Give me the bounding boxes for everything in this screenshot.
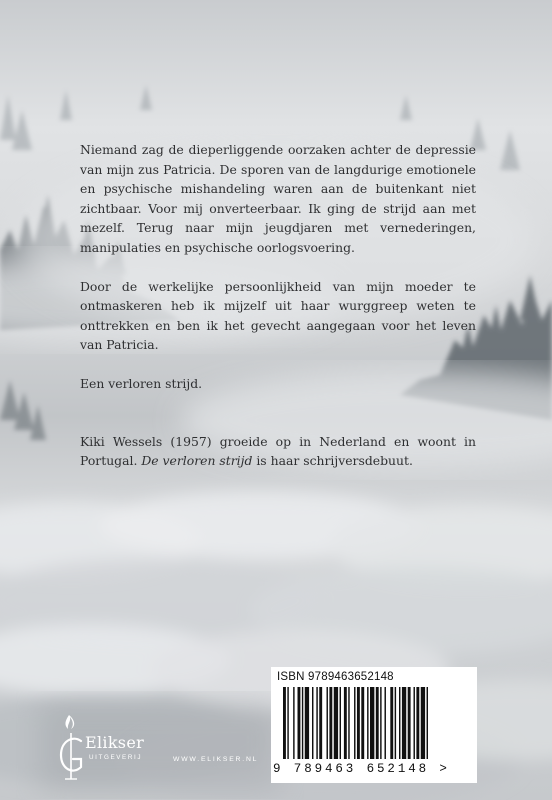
publisher-subtitle: UITGEVERIJ bbox=[89, 754, 143, 761]
isbn-barcode bbox=[271, 667, 477, 783]
author-bio bbox=[80, 432, 476, 471]
blurb-paragraph-2: Door de werkelijke persoonlijkheid van mijn moeder te ontmaskeren heb ik mijzelf uit haar wurggreep weten te onttrekken en ben ik het gevecht aangegaan voor het leven van Patricia. bbox=[80, 278, 476, 353]
author-bio-part-2: is haar schrijversdebuut. bbox=[252, 453, 413, 469]
book-title-italic: De verloren strijd bbox=[141, 453, 253, 469]
publisher-website: WWW.ELIKSER.NL bbox=[173, 756, 259, 763]
isbn-label: ISBN 9789463652148 bbox=[277, 671, 394, 683]
back-cover-text bbox=[80, 140, 476, 471]
publisher-logo bbox=[55, 705, 185, 785]
author-bio-part-1: Kiki Wessels (1957) groeide op in Nederland en woont in Portugal. bbox=[80, 433, 476, 469]
barcode-bars bbox=[283, 687, 467, 763]
blurb-paragraph-1: Niemand zag de dieperliggende oorzaken achter de depressie van mijn zus Patricia. De sporen van de langdurige emotionele en psychische mishandeling waren aan de buitenkant niet zichtbaar. Voor mij onverteerbaar. Ik ging de strijd aan met mezelf. Terug naar mijn jeugdjaren met vernederingen, manipulaties en psychische oorlogsvoering. bbox=[80, 142, 476, 255]
publisher-name: Elikser bbox=[85, 733, 145, 752]
barcode-digits: 9 789463 652148 > bbox=[273, 762, 450, 776]
blurb-paragraph-3: Een verloren strijd. bbox=[80, 375, 203, 391]
